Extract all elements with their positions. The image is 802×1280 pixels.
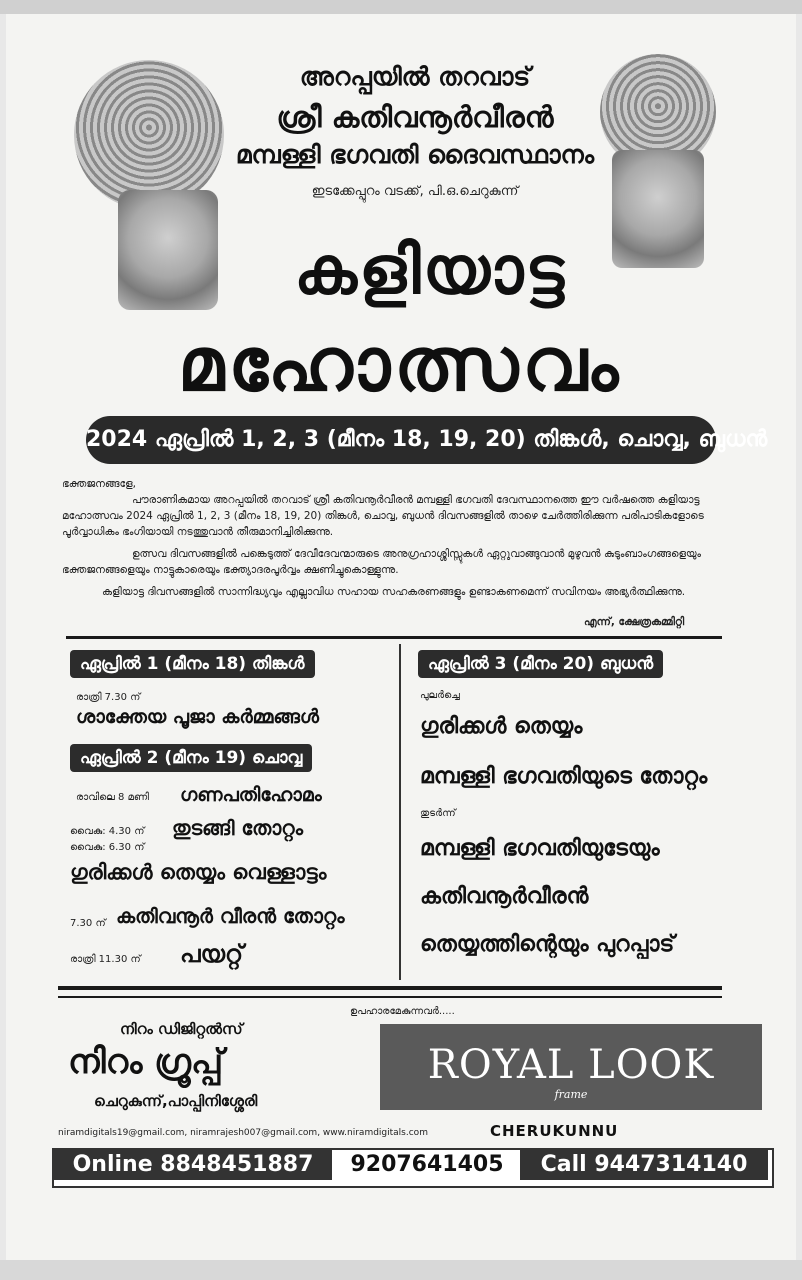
royal-look-subtitle: frame [554, 1088, 588, 1101]
festival-title-line2: മഹോത്സവം [177, 322, 623, 408]
royal-look-logo [380, 1024, 762, 1110]
day3-event-4: കതിവനൂർവീരൻ [420, 884, 589, 909]
online-phone: Online 8848451887 [54, 1150, 332, 1180]
day1-heading: ഏപ്രിൽ 1 (മീനം 18) തിങ്കൾ [70, 650, 315, 678]
day3-time-2: തുടർന്ന് [420, 808, 456, 819]
divider-bottom-1 [58, 986, 722, 990]
day2-time-3: വൈകു: 6.30 ന് [70, 842, 145, 853]
royal-look-place: CHERUKUNNU [490, 1122, 619, 1140]
temple-location: ഇടക്കേപ്പുറം വടക്ക്, പി.ഒ.ചെറുകുന്ന് [311, 184, 519, 199]
day3-event-2: മമ്പള്ളി ഭഗവതിയുടെ തോറ്റം [420, 764, 708, 789]
niram-digitals-name: നിറം ഡിജിറ്റൽസ് [120, 1020, 243, 1038]
intro-paragraph-1: പൗരാണികമായ അറപ്പയിൽ തറവാട് ശ്രീ കതിവനൂർവീരൻ മമ്പള്ളി ഭഗവതി ദേവസ്ഥാനത്തെ ഈ വർഷത്തെ കളിയാട്ട മഹോത്സവം 2024 ഏപ്രിൽ 1, 2, 3 (മീനം 18, 19, 20) തിങ്കൾ, ചൊവ്വ, ബുധൻ ദിവസങ്ങളിൽ താഴെ ചേർത്തിരിക്കുന്ന പരിപാടികളോടെ പൂർവ്വാധികം ഭംഗിയായി നടത്തുവാൻ തീരുമാനിച്ചിരിക്കുന്നു. [62, 494, 704, 538]
festival-date-banner: 2024 ഏപ്രിൽ 1, 2, 3 (മീനം 18, 19, 20) തിങ്കൾ, ചൊവ്വ, ബുധൻ [86, 416, 716, 464]
day2-time-2: വൈകു: 4.30 ന് [70, 826, 145, 837]
sponsor-label: ഉപഹാരമേകുന്നവർ..... [350, 1006, 455, 1017]
bottom-strip [0, 1260, 802, 1280]
day3-heading: ഏപ്രിൽ 3 (മീനം 20) ബുധൻ [418, 650, 663, 678]
day3-event-3: മമ്പള്ളി ഭഗവതിയുടേയും [420, 836, 660, 861]
day2-event-1: ഗണപതിഹോമം [180, 784, 322, 806]
call-phone: Call 9447314140 [520, 1150, 768, 1180]
deity-name: ശ്രീ കതിവനൂർവീരൻ [276, 100, 554, 134]
festival-title-line1: കളിയാട്ട [294, 232, 566, 309]
tharavad-name: അറപ്പയിൽ തറവാട് [299, 62, 531, 91]
day2-time-5: രാത്രി 11.30 ന് [70, 954, 141, 965]
royal-look-name: ROYAL LOOK [427, 1042, 715, 1088]
column-divider [399, 644, 401, 980]
day2-heading: ഏപ്രിൽ 2 (മീനം 19) ചൊവ്വ [70, 744, 312, 772]
intro-paragraph-2: ഉത്സവ ദിവസങ്ങളിൽ പങ്കെടുത്ത് ദേവീദേവന്മാരുടെ അനുഗ്രഹാശ്ശിസ്സുകൾ ഏറ്റുവാങ്ങുവാൻ മുഴുവൻ കുടുംബാംഗങ്ങളെയും ഭക്തജനങ്ങളെയും നാട്ടുകാരെയും ഭക്ത്യാദരപൂർവ്വം ക്ഷണിച്ചുകൊള്ളുന്നു. [62, 548, 702, 576]
intro-paragraph-3: കളിയാട്ട ദിവസങ്ങളിൽ സാന്നിദ്ധ്യവും എല്ലാവിധ സഹായ സഹകരണങ്ങളും ഉണ്ടാകണമെന്ന് സവിനയം അഭ്യർത്ഥിക്കുന്നു. [102, 586, 686, 598]
middle-phone: 9207641405 [350, 1152, 504, 1177]
day3-event-5: തെയ്യത്തിന്റെയും പുറപ്പാട് [420, 932, 675, 957]
committee-signature: എന്ന്, ക്ഷേത്രകമ്മിറ്റി [584, 616, 685, 628]
divider-top [66, 636, 722, 639]
day2-event-5: പയറ്റ് [180, 940, 244, 968]
day2-event-4: കതിവനൂർ വീരൻ തോറ്റം [116, 904, 345, 928]
niram-contacts: niramdigitals19@gmail.com, niramrajesh007@gmail.com, www.niramdigitals.com [58, 1128, 428, 1138]
day2-time-1: രാവിലെ 8 മണി [76, 792, 149, 803]
theyyam-headdress-left-image [74, 60, 224, 210]
day1-time: രാത്രി 7.30 ന് [76, 692, 141, 703]
day3-time-1: പുലർച്ചെ [420, 690, 460, 701]
day3-event-1: ഗുരിക്കൾ തെയ്യം [420, 714, 583, 739]
niram-place: ചെറുകുന്ന്,പാപ്പിനിശ്ശേരി [94, 1092, 258, 1110]
temple-name: മമ്പള്ളി ഭഗവതി ദൈവസ്ഥാനം [235, 140, 595, 169]
day2-event-3: ഗുരിക്കൾ തെയ്യം വെള്ളാട്ടം [70, 860, 327, 884]
niram-group-name: നിറം ഗ്രൂപ്പ് [68, 1042, 224, 1082]
day2-event-2: തുടങ്ങി തോറ്റം [172, 816, 303, 840]
day1-event: ശാക്തേയ പൂജാ കർമ്മങ്ങൾ [76, 706, 319, 728]
day2-time-4: 7.30 ന് [70, 918, 106, 929]
top-strip [0, 0, 802, 14]
divider-bottom-2 [58, 996, 722, 998]
greeting: ഭക്തജനങ്ങളേ, [62, 478, 137, 490]
